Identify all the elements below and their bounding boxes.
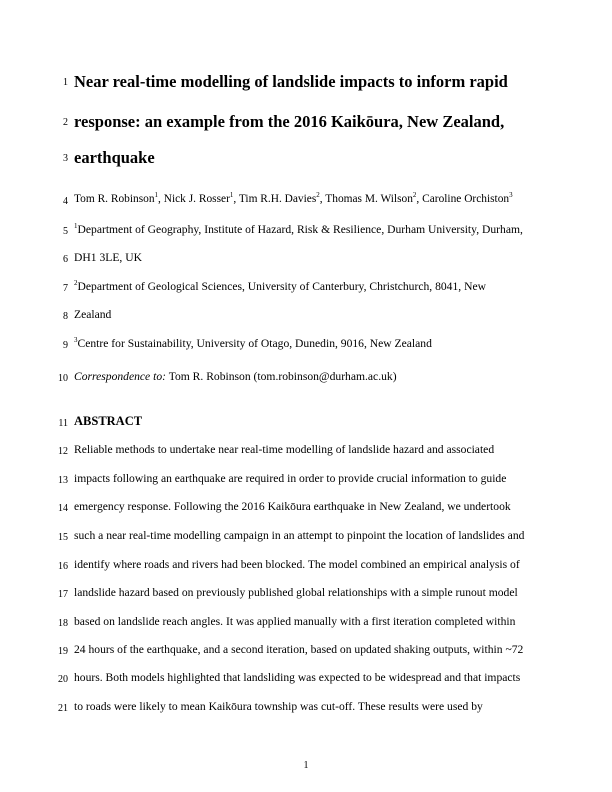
correspondence-label: Correspondence to: <box>74 370 166 383</box>
line-number: 3 <box>63 153 68 164</box>
author-name: Tom R. Robinson <box>74 193 155 205</box>
paper-title-line-1: Near real-time modelling of landslide impacts to inform rapid <box>74 72 508 91</box>
author-affiliation-mark: 1 <box>154 191 159 199</box>
line-number: 8 <box>63 311 68 322</box>
line-number: 4 <box>63 196 68 207</box>
paper-title-line-2: response: an example from the 2016 Kaikōura, New Zealand, <box>74 112 505 131</box>
line-number: 5 <box>63 226 68 237</box>
author-affiliation-mark: 1 <box>229 191 234 199</box>
line-number: 10 <box>58 373 68 384</box>
affiliation-2: $^2$Department of Geological Sciences, University of Canterbury, Christchurch, 8041, New <box>74 279 486 293</box>
correspondence <box>74 370 397 383</box>
affiliation-1-cont: DH1 3LE, UK <box>74 251 142 264</box>
line-number: 13 <box>58 475 68 486</box>
line-number: 7 <box>63 283 68 294</box>
correspondence-text: Tom R. Robinson (tom.robinson@durham.ac.uk) <box>168 370 397 383</box>
abstract-line: landslide hazard based on previously published global relationships with a simple runout model <box>74 586 518 599</box>
author-affiliation-mark: 2 <box>316 191 320 199</box>
abstract-line: emergency response. Following the 2016 Kaikōura earthquake in New Zealand, we undertook <box>74 500 511 513</box>
affiliation-3: $^3$Centre for Sustainability, University of Otago, Dunedin, 9016, New Zealand <box>74 336 432 350</box>
author-name: Thomas M. Wilson <box>325 193 413 205</box>
line-number: 12 <box>58 446 68 457</box>
paper-title-line-3: earthquake <box>74 148 155 167</box>
author-name: Tim R.H. Davies <box>238 193 317 205</box>
abstract-line: such a near real-time modelling campaign in an attempt to pinpoint the location of landslides and <box>74 529 525 542</box>
author-list: Tom R. Robinson$^1$, Nick J. Rosser$^1$, Tim R.H. Davies$^2$, Thomas M. Wilson$^2$, Caroline Orchiston$^3$ <box>74 191 513 205</box>
page-number: 1 <box>303 760 309 771</box>
line-number: 16 <box>58 561 68 572</box>
abstract-line: 24 hours of the earthquake, and a second iteration, based on updated shaking outputs, within ~72 <box>74 643 524 656</box>
abstract-line: based on landslide reach angles. It was applied manually with a first iteration completed within <box>74 615 516 628</box>
author-affiliation-mark: 2 <box>412 191 417 199</box>
line-number: 15 <box>58 532 68 543</box>
author-name: Nick J. Rosser <box>163 193 230 205</box>
line-number: 11 <box>58 418 68 429</box>
abstract-line: identify where roads and rivers had been blocked. The model combined an empirical analysis of <box>74 558 520 571</box>
abstract-heading: ABSTRACT <box>74 414 143 428</box>
author-affiliation-mark: 3 <box>509 191 513 199</box>
line-number: 1 <box>63 77 68 88</box>
affiliation-1: $^1$Department of Geography, Institute of Hazard, Risk & Resilience, Durham University, Durham, <box>74 222 523 236</box>
line-number: 14 <box>58 503 68 514</box>
abstract-line: impacts following an earthquake are required in order to provide crucial information to guide <box>74 472 507 485</box>
line-number: 21 <box>58 703 68 714</box>
abstract-line: Reliable methods to undertake near real-time modelling of landslide hazard and associated <box>74 443 495 456</box>
line-number: 17 <box>58 589 68 600</box>
abstract-line: hours. Both models highlighted that landsliding was expected to be widespread and that impacts <box>74 671 521 684</box>
line-number: 20 <box>58 674 68 685</box>
line-number: 9 <box>63 340 68 351</box>
line-number: 18 <box>58 618 68 629</box>
affiliation-2-cont: Zealand <box>74 308 112 321</box>
author-name: Caroline Orchiston <box>422 193 510 205</box>
line-number: 2 <box>63 117 68 128</box>
line-number: 19 <box>58 646 68 657</box>
line-number: 6 <box>63 254 68 265</box>
abstract-line: to roads were likely to mean Kaikōura township was cut-off. These results were used by <box>74 700 483 713</box>
